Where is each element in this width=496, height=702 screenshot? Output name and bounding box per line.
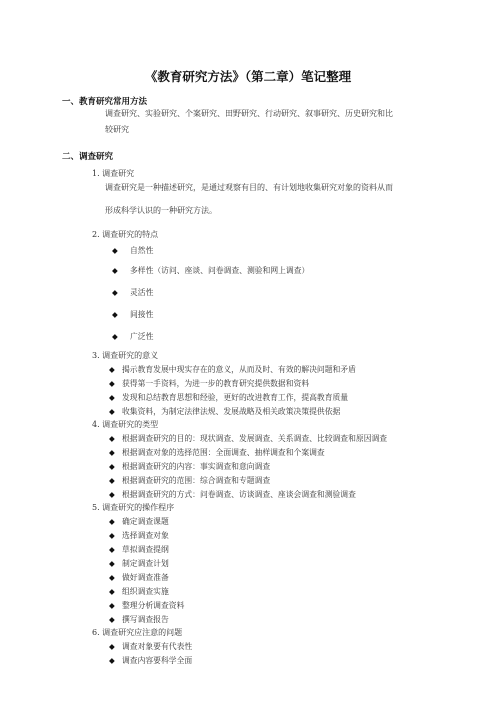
diamond-bullet-icon: ◆ [109, 587, 115, 596]
diamond-bullet-icon: ◆ [112, 332, 118, 341]
list-item: ◆ 根据调查研究的方式：问卷调查、访谈调查、座谈会调查和测验调查 [109, 490, 356, 499]
diamond-bullet-icon: ◆ [112, 310, 118, 319]
list-item: ◆ 根据调查对象的选择范围：全面调查、抽样调查和个案调查 [109, 448, 325, 457]
item6-label: 6. 调查研究应注意的问题 [92, 628, 183, 637]
document-title: 《教育研究方法》（第二章）笔记整理 [144, 69, 352, 84]
list-item: ◆ 做好调查准备 [109, 573, 169, 582]
item1-line-2: 形成科学认识的一种研究方法。 [105, 206, 217, 215]
diamond-bullet-icon: ◆ [109, 545, 115, 554]
diamond-bullet-icon: ◆ [109, 656, 115, 665]
item1-line-1: 调查研究是一种描述研究，是通过观察有目的、有计划地收集研究对象的资料从而 [105, 183, 393, 192]
diamond-bullet-icon: ◆ [109, 490, 115, 499]
list-item: ◆ 获得第一手资料，为进一步的教育研究提供数据和资料 [109, 379, 310, 388]
diamond-bullet-icon: ◆ [109, 476, 115, 485]
diamond-bullet-icon: ◆ [109, 434, 115, 443]
list-item: ◆ 发现和总结教育思想和经验，更好的改进教育工作，提高教育质量 [109, 393, 349, 402]
diamond-bullet-icon: ◆ [112, 246, 118, 255]
section-heading-survey: 二、调查研究 [62, 152, 114, 162]
item1-label: 1. 调查研究 [92, 169, 135, 178]
diamond-bullet-icon: ◆ [109, 517, 115, 526]
diamond-bullet-icon: ◆ [109, 365, 115, 374]
item4-label: 4. 调查研究的类型 [92, 420, 159, 429]
diamond-bullet-icon: ◆ [112, 266, 118, 275]
diamond-bullet-icon: ◆ [112, 288, 118, 297]
list-item: ◆ 收集资料，为制定法律法规、发展战略及相关政策决策提供依据 [109, 407, 341, 416]
list-item: ◆ 广泛性 [112, 332, 154, 341]
diamond-bullet-icon: ◆ [109, 615, 115, 624]
list-item: ◆ 确定调查课题 [109, 517, 169, 526]
list-item: ◆ 根据调查研究的目的：现状调查、发展调查、关系调查、比较调查和原因调查 [109, 434, 388, 443]
list-item: ◆ 选择调查对象 [109, 531, 169, 540]
diamond-bullet-icon: ◆ [109, 642, 115, 651]
diamond-bullet-icon: ◆ [109, 407, 115, 416]
diamond-bullet-icon: ◆ [109, 531, 115, 540]
diamond-bullet-icon: ◆ [109, 559, 115, 568]
list-item: ◆ 制定调查计划 [109, 559, 169, 568]
list-item: ◆ 揭示教育发展中现实存在的意义，从而及时、有效的解决问题和矛盾 [109, 365, 356, 374]
list-item: ◆ 调查内容要科学全面 [109, 656, 193, 665]
list-item: ◆ 草拟调查提纲 [109, 545, 169, 554]
list-item: ◆ 灵活性 [112, 288, 154, 297]
item3-label: 3. 调查研究的意义 [92, 351, 159, 360]
diamond-bullet-icon: ◆ [109, 462, 115, 471]
list-item: ◆ 根据调查研究的内容：事实调查和意向调查 [109, 462, 271, 471]
methods-line-2: 较研究 [105, 125, 129, 134]
methods-line-1: 调查研究、实验研究、个案研究、田野研究、行动研究、叙事研究、历史研究和比 [105, 109, 393, 118]
section-heading-methods: 一、教育研究常用方法 [62, 97, 148, 107]
list-item: ◆ 调查对象要有代表性 [109, 642, 193, 651]
diamond-bullet-icon: ◆ [109, 573, 115, 582]
list-item: ◆ 自然性 [112, 246, 154, 255]
diamond-bullet-icon: ◆ [109, 448, 115, 457]
list-item: ◆ 间接性 [112, 310, 154, 319]
diamond-bullet-icon: ◆ [109, 601, 115, 610]
list-item: ◆ 根据调查研究的范围：综合调查和专题调查 [109, 476, 271, 485]
item2-label: 2. 调查研究的特点 [92, 230, 159, 239]
item5-label: 5. 调查研究的操作程序 [92, 503, 175, 512]
list-item: ◆ 组织调查实施 [109, 587, 169, 596]
list-item: ◆ 多样性（访问、座谈、问卷调查、测验和网上调查） [112, 266, 310, 275]
diamond-bullet-icon: ◆ [109, 379, 115, 388]
diamond-bullet-icon: ◆ [109, 393, 115, 402]
list-item: ◆ 整理分析调查资料 [109, 601, 185, 610]
list-item: ◆ 撰写调查报告 [109, 615, 169, 624]
